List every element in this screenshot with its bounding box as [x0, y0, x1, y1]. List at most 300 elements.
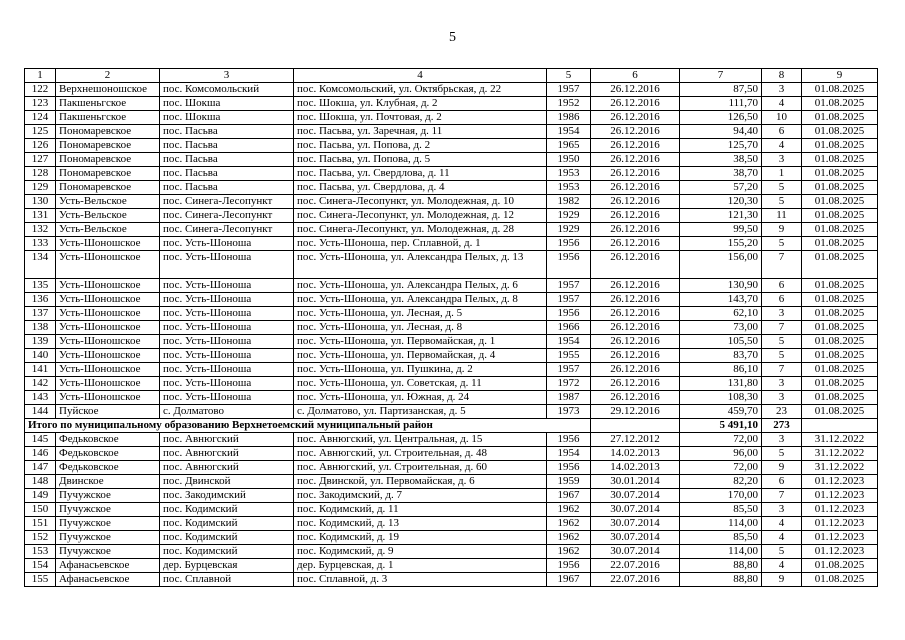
cell-municipality: Федьковское — [56, 447, 160, 461]
total-label: Итого по муниципальному образованию Верхнетоемский муниципальный район — [25, 419, 591, 433]
cell-relocation-deadline: 01.12.2023 — [802, 489, 878, 503]
cell-residents: 1 — [762, 167, 802, 181]
cell-relocation-deadline: 01.08.2025 — [802, 153, 878, 167]
cell-address: пос. Кодимский, д. 11 — [294, 503, 547, 517]
cell-year-built: 1929 — [547, 209, 591, 223]
cell-residents: 5 — [762, 545, 802, 559]
cell-municipality: Усть-Шоношское — [56, 349, 160, 363]
cell-relocation-deadline: 01.08.2025 — [802, 559, 878, 573]
cell-date-recognized: 30.07.2014 — [591, 503, 680, 517]
cell-settlement: пос. Пасьва — [160, 167, 294, 181]
cell-area: 85,50 — [680, 503, 762, 517]
table-row — [25, 293, 878, 307]
cell-residents: 11 — [762, 209, 802, 223]
cell-date-recognized: 26.12.2016 — [591, 125, 680, 139]
cell-residents: 5 — [762, 195, 802, 209]
table-row — [25, 573, 878, 587]
cell-municipality: Усть-Вельское — [56, 223, 160, 237]
cell-date-recognized: 29.12.2016 — [591, 405, 680, 419]
cell-date-recognized: 26.12.2016 — [591, 181, 680, 195]
cell-row-number: 146 — [25, 447, 56, 461]
cell-year-built: 1953 — [547, 167, 591, 181]
cell-year-built: 1962 — [547, 545, 591, 559]
cell-address: пос. Авнюгский, ул. Строительная, д. 48 — [294, 447, 547, 461]
cell-year-built: 1950 — [547, 153, 591, 167]
cell-residents: 4 — [762, 139, 802, 153]
cell-settlement: 3 — [160, 69, 294, 83]
cell-settlement: пос. Усть-Шоноша — [160, 321, 294, 335]
cell-row-number: 154 — [25, 559, 56, 573]
cell-municipality: Усть-Шоношское — [56, 363, 160, 377]
cell-year-built: 1956 — [547, 307, 591, 321]
cell-year-built: 5 — [547, 69, 591, 83]
table-row — [25, 321, 878, 335]
cell-address: пос. Авнюгский, ул. Центральная, д. 15 — [294, 433, 547, 447]
table-row — [25, 461, 878, 475]
cell-address: пос. Шокша, ул. Почтовая, д. 2 — [294, 111, 547, 125]
cell-relocation-deadline: 01.08.2025 — [802, 377, 878, 391]
cell-settlement: пос. Шокша — [160, 111, 294, 125]
cell-municipality: Пучужское — [56, 545, 160, 559]
cell-area: 170,00 — [680, 489, 762, 503]
cell-residents: 5 — [762, 349, 802, 363]
cell-municipality: Пономаревское — [56, 139, 160, 153]
cell-municipality: Пономаревское — [56, 125, 160, 139]
cell-municipality: Усть-Вельское — [56, 195, 160, 209]
cell-relocation-deadline: 01.08.2025 — [802, 125, 878, 139]
cell-area: 120,30 — [680, 195, 762, 209]
cell-date-recognized: 26.12.2016 — [591, 251, 680, 279]
cell-settlement: пос. Синега-Лесопункт — [160, 209, 294, 223]
cell-address: пос. Усть-Шоноша, ул. Александра Пелых, д. 8 — [294, 293, 547, 307]
cell-address: пос. Усть-Шоноша, ул. Лесная, д. 8 — [294, 321, 547, 335]
cell-year-built: 1957 — [547, 293, 591, 307]
cell-row-number: 128 — [25, 167, 56, 181]
cell-area: 38,70 — [680, 167, 762, 181]
cell-area: 7 — [680, 69, 762, 83]
cell-row-number: 131 — [25, 209, 56, 223]
cell-residents: 5 — [762, 335, 802, 349]
cell-municipality: Усть-Вельское — [56, 209, 160, 223]
cell-municipality: Афанасьевское — [56, 559, 160, 573]
cell-settlement: пос. Кодимский — [160, 531, 294, 545]
cell-settlement: пос. Двинской — [160, 475, 294, 489]
cell-date-recognized: 30.07.2014 — [591, 545, 680, 559]
cell-residents: 23 — [762, 405, 802, 419]
cell-residents: 7 — [762, 363, 802, 377]
cell-relocation-deadline: 01.08.2025 — [802, 391, 878, 405]
cell-row-number: 151 — [25, 517, 56, 531]
cell-address: пос. Синега-Лесопункт, ул. Молодежная, д. 10 — [294, 195, 547, 209]
cell-relocation-deadline: 01.08.2025 — [802, 97, 878, 111]
cell-row-number: 152 — [25, 531, 56, 545]
cell-settlement: пос. Усть-Шоноша — [160, 251, 294, 279]
table-row — [25, 517, 878, 531]
cell-residents: 3 — [762, 307, 802, 321]
cell-address: пос. Пасьва, ул. Заречная, д. 11 — [294, 125, 547, 139]
table-row — [25, 335, 878, 349]
cell-row-number: 144 — [25, 405, 56, 419]
cell-address: пос. Усть-Шоноша, ул. Александра Пелых, д. 6 — [294, 279, 547, 293]
cell-year-built: 1986 — [547, 111, 591, 125]
cell-row-number: 153 — [25, 545, 56, 559]
table-row — [25, 377, 878, 391]
cell-area: 72,00 — [680, 461, 762, 475]
cell-municipality: Пучужское — [56, 517, 160, 531]
table-row — [25, 83, 878, 97]
cell-row-number: 126 — [25, 139, 56, 153]
table-row — [25, 405, 878, 419]
cell-relocation-deadline: 01.08.2025 — [802, 349, 878, 363]
cell-date-recognized: 26.12.2016 — [591, 97, 680, 111]
cell-municipality: Усть-Шоношское — [56, 335, 160, 349]
cell-municipality: Пучужское — [56, 531, 160, 545]
cell-residents: 3 — [762, 83, 802, 97]
cell-year-built: 1967 — [547, 489, 591, 503]
cell-date-recognized: 26.12.2016 — [591, 391, 680, 405]
cell-address: пос. Пасьва, ул. Свердлова, д. 4 — [294, 181, 547, 195]
cell-settlement: пос. Авнюгский — [160, 433, 294, 447]
cell-area: 111,70 — [680, 97, 762, 111]
cell-row-number: 143 — [25, 391, 56, 405]
cell-area: 94,40 — [680, 125, 762, 139]
cell-year-built: 1959 — [547, 475, 591, 489]
cell-relocation-deadline: 01.08.2025 — [802, 195, 878, 209]
page-number: 5 — [449, 30, 456, 45]
cell-date-recognized: 14.02.2013 — [591, 461, 680, 475]
cell-address: с. Долматово, ул. Партизанская, д. 5 — [294, 405, 547, 419]
cell-relocation-deadline: 9 — [802, 69, 878, 83]
cell-relocation-deadline: 01.08.2025 — [802, 335, 878, 349]
cell-residents: 4 — [762, 559, 802, 573]
cell-settlement: дер. Бурцевская — [160, 559, 294, 573]
table-row — [25, 489, 878, 503]
cell-relocation-deadline: 01.12.2023 — [802, 503, 878, 517]
cell-residents: 7 — [762, 321, 802, 335]
cell-area: 131,80 — [680, 377, 762, 391]
table-row — [25, 167, 878, 181]
cell-date-recognized: 14.02.2013 — [591, 447, 680, 461]
cell-settlement: пос. Кодимский — [160, 517, 294, 531]
cell-residents: 9 — [762, 573, 802, 587]
cell-relocation-deadline: 01.08.2025 — [802, 307, 878, 321]
cell-residents: 6 — [762, 293, 802, 307]
cell-year-built: 1954 — [547, 447, 591, 461]
cell-residents: 5 — [762, 237, 802, 251]
table-row — [25, 545, 878, 559]
cell-settlement: пос. Усть-Шоноша — [160, 335, 294, 349]
table-row — [25, 111, 878, 125]
cell-municipality: Усть-Шоношское — [56, 377, 160, 391]
cell-residents: 8 — [762, 69, 802, 83]
table-row — [25, 279, 878, 293]
cell-year-built: 1956 — [547, 559, 591, 573]
cell-settlement: пос. Пасьва — [160, 125, 294, 139]
cell-municipality: Усть-Шоношское — [56, 293, 160, 307]
cell-relocation-deadline: 01.08.2025 — [802, 363, 878, 377]
table-row — [25, 307, 878, 321]
cell-municipality: Усть-Шоношское — [56, 251, 160, 279]
cell-address: пос. Кодимский, д. 19 — [294, 531, 547, 545]
table-row — [25, 209, 878, 223]
cell-row-number: 122 — [25, 83, 56, 97]
cell-row-number: 134 — [25, 251, 56, 279]
cell-relocation-deadline: 01.08.2025 — [802, 139, 878, 153]
cell-residents: 4 — [762, 531, 802, 545]
cell-relocation-deadline: 01.08.2025 — [802, 223, 878, 237]
cell-area: 143,70 — [680, 293, 762, 307]
cell-residents: 3 — [762, 377, 802, 391]
cell-municipality: Пуйское — [56, 405, 160, 419]
table-row — [25, 531, 878, 545]
cell-area: 114,00 — [680, 545, 762, 559]
cell-area: 105,50 — [680, 335, 762, 349]
cell-address: пос. Усть-Шоноша, ул. Южная, д. 24 — [294, 391, 547, 405]
total-row — [25, 419, 878, 433]
cell-address: пос. Усть-Шоноша, ул. Первомайская, д. 4 — [294, 349, 547, 363]
cell-municipality: Усть-Шоношское — [56, 279, 160, 293]
cell-relocation-deadline: 01.08.2025 — [802, 321, 878, 335]
cell-settlement: пос. Закодимский — [160, 489, 294, 503]
table-row — [25, 223, 878, 237]
cell-residents: 3 — [762, 433, 802, 447]
cell-area: 88,80 — [680, 559, 762, 573]
cell-area: 96,00 — [680, 447, 762, 461]
table-row — [25, 251, 878, 279]
cell-address: пос. Кодимский, д. 9 — [294, 545, 547, 559]
cell-settlement: пос. Синега-Лесопункт — [160, 195, 294, 209]
cell-relocation-deadline: 01.12.2023 — [802, 545, 878, 559]
cell-row-number: 123 — [25, 97, 56, 111]
cell-area: 459,70 — [680, 405, 762, 419]
cell-municipality: Афанасьевское — [56, 573, 160, 587]
cell-date-recognized: 26.12.2016 — [591, 307, 680, 321]
cell-municipality: Усть-Шоношское — [56, 391, 160, 405]
cell-address: пос. Усть-Шоноша, пер. Сплавной, д. 1 — [294, 237, 547, 251]
cell-date-recognized: 22.07.2016 — [591, 573, 680, 587]
cell-year-built: 1973 — [547, 405, 591, 419]
cell-area: 85,50 — [680, 531, 762, 545]
cell-settlement: пос. Шокша — [160, 97, 294, 111]
cell-address: 4 — [294, 69, 547, 83]
cell-area: 121,30 — [680, 209, 762, 223]
cell-residents: 7 — [762, 489, 802, 503]
cell-area: 130,90 — [680, 279, 762, 293]
cell-row-number: 142 — [25, 377, 56, 391]
cell-date-recognized: 26.12.2016 — [591, 153, 680, 167]
cell-address: пос. Синега-Лесопункт, ул. Молодежная, д. 28 — [294, 223, 547, 237]
cell-row-number: 129 — [25, 181, 56, 195]
cell-relocation-deadline: 01.08.2025 — [802, 181, 878, 195]
cell-residents: 4 — [762, 517, 802, 531]
cell-settlement: пос. Авнюгский — [160, 461, 294, 475]
cell-year-built: 1962 — [547, 503, 591, 517]
cell-settlement: пос. Сплавной — [160, 573, 294, 587]
cell-address: пос. Пасьва, ул. Попова, д. 5 — [294, 153, 547, 167]
cell-area: 88,80 — [680, 573, 762, 587]
cell-date-recognized: 26.12.2016 — [591, 349, 680, 363]
cell-relocation-deadline: 01.08.2025 — [802, 237, 878, 251]
total-residents: 273 — [762, 419, 802, 433]
cell-row-number: 132 — [25, 223, 56, 237]
cell-relocation-deadline: 01.12.2023 — [802, 531, 878, 545]
cell-residents: 9 — [762, 461, 802, 475]
cell-municipality: Пономаревское — [56, 167, 160, 181]
cell-residents: 6 — [762, 279, 802, 293]
cell-municipality: Двинское — [56, 475, 160, 489]
total-area: 5 491,10 — [680, 419, 762, 433]
table-header-row — [25, 69, 878, 83]
cell-row-number: 135 — [25, 279, 56, 293]
cell-date-recognized: 26.12.2016 — [591, 279, 680, 293]
cell-relocation-deadline: 01.08.2025 — [802, 209, 878, 223]
total-blank — [802, 419, 878, 433]
cell-relocation-deadline: 01.08.2025 — [802, 405, 878, 419]
cell-residents: 3 — [762, 503, 802, 517]
cell-year-built: 1982 — [547, 195, 591, 209]
cell-row-number: 130 — [25, 195, 56, 209]
cell-year-built: 1957 — [547, 363, 591, 377]
cell-area: 83,70 — [680, 349, 762, 363]
cell-address: пос. Авнюгский, ул. Строительная, д. 60 — [294, 461, 547, 475]
cell-row-number: 149 — [25, 489, 56, 503]
cell-year-built: 1962 — [547, 517, 591, 531]
cell-relocation-deadline: 01.08.2025 — [802, 293, 878, 307]
cell-residents: 6 — [762, 475, 802, 489]
cell-settlement: пос. Усть-Шоноша — [160, 391, 294, 405]
cell-settlement: с. Долматово — [160, 405, 294, 419]
cell-municipality: Пучужское — [56, 489, 160, 503]
cell-municipality: Пакшеньгское — [56, 111, 160, 125]
cell-settlement: пос. Пасьва — [160, 181, 294, 195]
cell-date-recognized: 30.07.2014 — [591, 531, 680, 545]
cell-address: пос. Усть-Шоноша, ул. Александра Пелых, д. 13 — [294, 251, 547, 279]
cell-address: пос. Закодимский, д. 7 — [294, 489, 547, 503]
cell-area: 108,30 — [680, 391, 762, 405]
table-row — [25, 97, 878, 111]
cell-settlement: пос. Пасьва — [160, 139, 294, 153]
cell-municipality: Усть-Шоношское — [56, 321, 160, 335]
table-row — [25, 125, 878, 139]
cell-date-recognized: 26.12.2016 — [591, 139, 680, 153]
cell-area: 114,00 — [680, 517, 762, 531]
table-row — [25, 349, 878, 363]
cell-row-number: 148 — [25, 475, 56, 489]
cell-residents: 5 — [762, 447, 802, 461]
cell-area: 82,20 — [680, 475, 762, 489]
cell-area: 126,50 — [680, 111, 762, 125]
cell-address: пос. Усть-Шоноша, ул. Советская, д. 11 — [294, 377, 547, 391]
cell-row-number: 138 — [25, 321, 56, 335]
cell-municipality: Пономаревское — [56, 153, 160, 167]
cell-date-recognized: 26.12.2016 — [591, 293, 680, 307]
cell-area: 155,20 — [680, 237, 762, 251]
cell-area: 38,50 — [680, 153, 762, 167]
cell-address: пос. Усть-Шоноша, ул. Пушкина, д. 2 — [294, 363, 547, 377]
cell-address: пос. Пасьва, ул. Попова, д. 2 — [294, 139, 547, 153]
cell-row-number: 124 — [25, 111, 56, 125]
cell-row-number: 141 — [25, 363, 56, 377]
cell-address: пос. Шокша, ул. Клубная, д. 2 — [294, 97, 547, 111]
cell-settlement: пос. Кодимский — [160, 503, 294, 517]
cell-row-number: 139 — [25, 335, 56, 349]
table-row — [25, 447, 878, 461]
cell-settlement: пос. Усть-Шоноша — [160, 237, 294, 251]
table-row — [25, 195, 878, 209]
cell-relocation-deadline: 01.08.2025 — [802, 573, 878, 587]
cell-relocation-deadline: 01.08.2025 — [802, 111, 878, 125]
cell-relocation-deadline: 01.08.2025 — [802, 251, 878, 279]
cell-year-built: 1953 — [547, 181, 591, 195]
cell-settlement: пос. Комсомольский — [160, 83, 294, 97]
cell-address: пос. Усть-Шоноша, ул. Первомайская, д. 1 — [294, 335, 547, 349]
cell-row-number: 145 — [25, 433, 56, 447]
cell-municipality: Федьковское — [56, 461, 160, 475]
cell-residents: 10 — [762, 111, 802, 125]
cell-year-built: 1972 — [547, 377, 591, 391]
cell-relocation-deadline: 01.12.2023 — [802, 517, 878, 531]
cell-area: 62,10 — [680, 307, 762, 321]
cell-row-number: 140 — [25, 349, 56, 363]
cell-area: 73,00 — [680, 321, 762, 335]
cell-settlement: пос. Усть-Шоноша — [160, 363, 294, 377]
cell-date-recognized: 30.07.2014 — [591, 489, 680, 503]
cell-municipality: 2 — [56, 69, 160, 83]
cell-area: 57,20 — [680, 181, 762, 195]
cell-address: пос. Комсомольский, ул. Октябрьская, д. 22 — [294, 83, 547, 97]
cell-address: пос. Сплавной, д. 3 — [294, 573, 547, 587]
cell-date-recognized: 26.12.2016 — [591, 363, 680, 377]
cell-date-recognized: 27.12.2012 — [591, 433, 680, 447]
cell-date-recognized: 26.12.2016 — [591, 111, 680, 125]
table-row — [25, 181, 878, 195]
cell-area: 99,50 — [680, 223, 762, 237]
cell-settlement: пос. Усть-Шоноша — [160, 279, 294, 293]
cell-date-recognized: 30.07.2014 — [591, 517, 680, 531]
cell-settlement: пос. Авнюгский — [160, 447, 294, 461]
cell-residents: 4 — [762, 97, 802, 111]
cell-residents: 7 — [762, 251, 802, 279]
cell-residents: 3 — [762, 391, 802, 405]
cell-year-built: 1966 — [547, 321, 591, 335]
cell-settlement: пос. Усть-Шоноша — [160, 293, 294, 307]
cell-row-number: 155 — [25, 573, 56, 587]
cell-year-built: 1952 — [547, 97, 591, 111]
cell-year-built: 1967 — [547, 573, 591, 587]
cell-date-recognized: 6 — [591, 69, 680, 83]
cell-row-number: 1 — [25, 69, 56, 83]
cell-settlement: пос. Усть-Шоноша — [160, 349, 294, 363]
cell-relocation-deadline: 31.12.2022 — [802, 461, 878, 475]
cell-date-recognized: 26.12.2016 — [591, 167, 680, 181]
cell-year-built: 1956 — [547, 461, 591, 475]
cell-area: 72,00 — [680, 433, 762, 447]
table-row — [25, 433, 878, 447]
cell-year-built: 1929 — [547, 223, 591, 237]
cell-municipality: Усть-Шоношское — [56, 237, 160, 251]
cell-year-built: 1956 — [547, 433, 591, 447]
cell-year-built: 1954 — [547, 335, 591, 349]
cell-municipality: Усть-Шоношское — [56, 307, 160, 321]
cell-settlement: пос. Усть-Шоноша — [160, 377, 294, 391]
cell-residents: 3 — [762, 153, 802, 167]
housing-register-table — [24, 68, 878, 587]
cell-address: пос. Усть-Шоноша, ул. Лесная, д. 5 — [294, 307, 547, 321]
table-row — [25, 153, 878, 167]
cell-municipality: Пакшеньгское — [56, 97, 160, 111]
cell-area: 125,70 — [680, 139, 762, 153]
cell-relocation-deadline: 31.12.2022 — [802, 433, 878, 447]
